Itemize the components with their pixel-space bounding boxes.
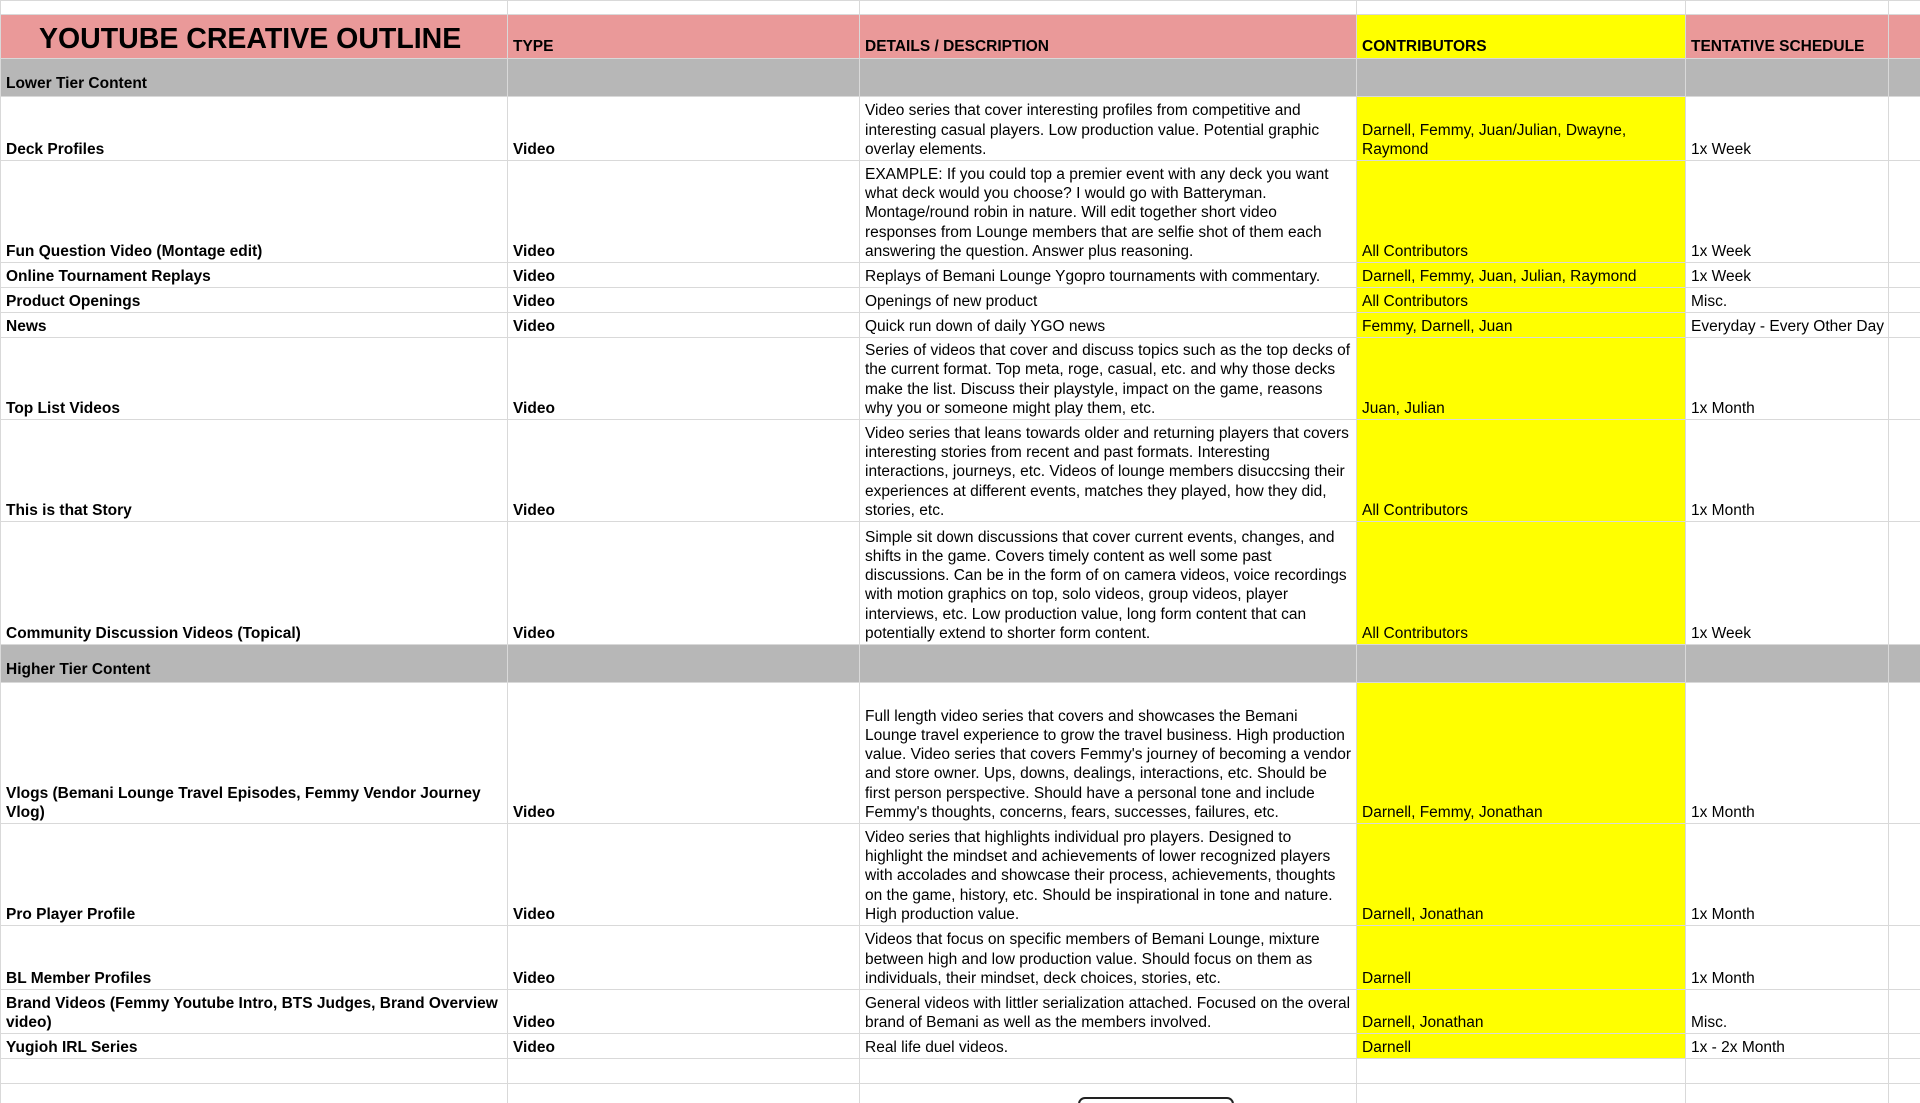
row-details[interactable]: Replays of Bemani Lounge Ygopro tournaments with commentary.: [860, 263, 1357, 288]
row-details[interactable]: Series of videos that cover and discuss topics such as the top decks of the current format. Top meta, roge, casual, etc. and why those decks make the list. Discuss their playstyle, impact on the game, reasons why you or someone might play them, etc.: [860, 338, 1357, 420]
row-contributors[interactable]: Darnell: [1357, 1034, 1686, 1059]
sheet-title[interactable]: YOUTUBE CREATIVE OUTLINE: [1, 15, 508, 59]
row-schedule[interactable]: 1x Month: [1686, 824, 1889, 926]
row-name[interactable]: Deck Profiles: [1, 97, 508, 161]
row-name[interactable]: Vlogs (Bemani Lounge Travel Episodes, Femmy Vendor Journey Vlog): [1, 683, 508, 824]
section-row-higher-tier: [1, 645, 1920, 683]
row-contributors[interactable]: All Contributors: [1357, 288, 1686, 313]
table-row: [1, 926, 1920, 990]
column-header-schedule[interactable]: TENTATIVE SCHEDULE: [1686, 15, 1889, 59]
row-contributors[interactable]: Femmy, Darnell, Juan: [1357, 313, 1686, 338]
row-name[interactable]: Yugioh IRL Series: [1, 1034, 508, 1059]
row-name[interactable]: BL Member Profiles: [1, 926, 508, 990]
row-contributors[interactable]: Darnell, Femmy, Juan/Julian, Dwayne, Raymond: [1357, 97, 1686, 161]
row-name[interactable]: Product Openings: [1, 288, 508, 313]
row-name[interactable]: Top List Videos: [1, 338, 508, 420]
row-type[interactable]: Video: [508, 288, 860, 313]
table-row: [1, 420, 1920, 522]
row-schedule[interactable]: 1x Week: [1686, 522, 1889, 645]
row-details[interactable]: General videos with littler serialization attached. Focused on the overal brand of Bemani as well as the members involved.: [860, 990, 1357, 1034]
row-schedule[interactable]: Everyday - Every Other Day: [1686, 313, 1889, 338]
blank-row: [1, 1059, 1920, 1084]
header-row: [1, 15, 1920, 59]
row-contributors[interactable]: All Contributors: [1357, 420, 1686, 522]
row-name[interactable]: Community Discussion Videos (Topical): [1, 522, 508, 645]
table-row: [1, 313, 1920, 338]
table-row: [1, 338, 1920, 420]
blank-row: [1, 1, 1920, 15]
row-schedule[interactable]: 1x Week: [1686, 263, 1889, 288]
row-schedule[interactable]: 1x - 2x Month: [1686, 1034, 1889, 1059]
row-type[interactable]: Video: [508, 683, 860, 824]
section-label[interactable]: Lower Tier Content: [1, 59, 508, 97]
row-contributors[interactable]: Darnell, Femmy, Jonathan: [1357, 683, 1686, 824]
row-type[interactable]: Video: [508, 263, 860, 288]
row-contributors[interactable]: Darnell, Jonathan: [1357, 824, 1686, 926]
row-details[interactable]: Videos that focus on specific members of Bemani Lounge, mixture between high and low production value. Should focus on them as individuals, their mindset, deck choices, stories, etc.: [860, 926, 1357, 990]
row-details[interactable]: Openings of new product: [860, 288, 1357, 313]
row-details[interactable]: Quick run down of daily YGO news: [860, 313, 1357, 338]
row-details[interactable]: EXAMPLE: If you could top a premier event with any deck you want what deck would you choose? I would go with Batteryman. Montage/round robin in nature. Will edit together short video responses from Lounge members that are selfie shot of them each answering the question. Answer plus reasoning.: [860, 161, 1357, 263]
table-row: [1, 97, 1920, 161]
row-contributors[interactable]: Juan, Julian: [1357, 338, 1686, 420]
empty-cell[interactable]: [1889, 15, 1920, 59]
column-header-type[interactable]: TYPE: [508, 15, 860, 59]
row-schedule[interactable]: 1x Month: [1686, 420, 1889, 522]
table-row: [1, 288, 1920, 313]
row-schedule[interactable]: Misc.: [1686, 288, 1889, 313]
section-row-lower-tier: [1, 59, 1920, 97]
table-row: [1, 1034, 1920, 1059]
row-schedule[interactable]: 1x Month: [1686, 338, 1889, 420]
row-name[interactable]: This is that Story: [1, 420, 508, 522]
row-contributors[interactable]: All Contributors: [1357, 161, 1686, 263]
row-type[interactable]: Video: [508, 161, 860, 263]
row-details[interactable]: Video series that highlights individual pro players. Designed to highlight the mindset and achievements of lower recognized players with accolades and showcase their process, achievements, thoughts on the game, history, etc. Should be inspirational in tone and nature. High production value.: [860, 824, 1357, 926]
row-type[interactable]: Video: [508, 97, 860, 161]
row-name[interactable]: Online Tournament Replays: [1, 263, 508, 288]
row-type[interactable]: Video: [508, 313, 860, 338]
row-details[interactable]: Full length video series that covers and showcases the Bemani Lounge travel experience to grow the travel business. High production value. Video series that covers Femmy's journey of becoming a vendor and store owner. Ups, downs, dealings, interactions, etc. Should be first person perspective. Should have a personal tone and include Femmy's thoughts, concerns, fears, successes, failures, etc.: [860, 683, 1357, 824]
row-schedule[interactable]: 1x Week: [1686, 161, 1889, 263]
row-type[interactable]: Video: [508, 420, 860, 522]
row-name[interactable]: News: [1, 313, 508, 338]
row-type[interactable]: Video: [508, 824, 860, 926]
row-schedule[interactable]: Misc.: [1686, 990, 1889, 1034]
row-contributors[interactable]: Darnell, Femmy, Juan, Julian, Raymond: [1357, 263, 1686, 288]
table-row: [1, 990, 1920, 1034]
row-schedule[interactable]: 1x Month: [1686, 926, 1889, 990]
row-type[interactable]: Video: [508, 522, 860, 645]
row-name[interactable]: Pro Player Profile: [1, 824, 508, 926]
row-type[interactable]: Video: [508, 338, 860, 420]
row-details[interactable]: Simple sit down discussions that cover current events, changes, and shifts in the game. Covers timely content as well some past discussions. Can be in the form of on camera videos, voice recordings with motion graphics on top, solo videos, group videos, player interviews, etc. Low production value, long form content that can potentially extend to shorter form content.: [860, 522, 1357, 645]
row-schedule[interactable]: 1x Month: [1686, 683, 1889, 824]
section-label[interactable]: Higher Tier Content: [1, 645, 508, 683]
blank-row: [1, 1084, 1920, 1103]
horizontal-scrollbar-thumb[interactable]: [1078, 1097, 1234, 1103]
row-details[interactable]: Real life duel videos.: [860, 1034, 1357, 1059]
column-header-details[interactable]: DETAILS / DESCRIPTION: [860, 15, 1357, 59]
table-row: [1, 683, 1920, 824]
row-schedule[interactable]: 1x Week: [1686, 97, 1889, 161]
row-type[interactable]: Video: [508, 990, 860, 1034]
table-row: [1, 522, 1920, 645]
table-row: [1, 263, 1920, 288]
row-contributors[interactable]: Darnell, Jonathan: [1357, 990, 1686, 1034]
row-type[interactable]: Video: [508, 1034, 860, 1059]
row-type[interactable]: Video: [508, 926, 860, 990]
row-contributors[interactable]: Darnell: [1357, 926, 1686, 990]
column-header-contributors[interactable]: CONTRIBUTORS: [1357, 15, 1686, 59]
table-row: [1, 824, 1920, 926]
row-details[interactable]: Video series that cover interesting profiles from competitive and interesting casual players. Low production value. Potential graphic overlay elements.: [860, 97, 1357, 161]
row-details[interactable]: Video series that leans towards older and returning players that covers interesting stories from recent and past formats. Interesting interactions, journeys, etc. Videos of lounge members disuccsing their experiences at different events, matches they played, how they did, stories, etc.: [860, 420, 1357, 522]
row-name[interactable]: Brand Videos (Femmy Youtube Intro, BTS Judges, Brand Overview video): [1, 990, 508, 1034]
row-contributors[interactable]: All Contributors: [1357, 522, 1686, 645]
row-name[interactable]: Fun Question Video (Montage edit): [1, 161, 508, 263]
table-row: [1, 161, 1920, 263]
